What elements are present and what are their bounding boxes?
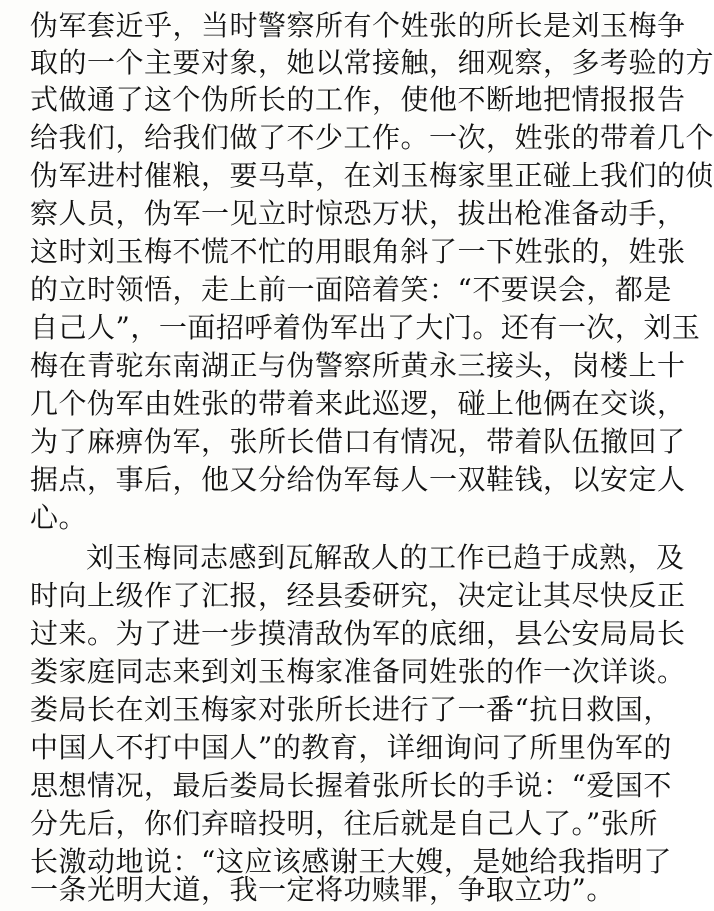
text-line: 几个伪军由姓张的带着来此巡逻，碰上他俩在交谈， <box>30 387 686 420</box>
text-line: 过来。为了进一步摸清敌伪军的底细，县公安局局长 <box>30 617 686 650</box>
text-line: 心。 <box>30 501 88 534</box>
text-line: 察人员，伪军一见立时惊恐万状，拔出枪准备动手， <box>30 197 686 230</box>
text-line: 刘玉梅同志感到瓦解敌人的工作已趋于成熟，及 <box>86 541 685 574</box>
text-line: 一条光明大道，我一定将功赎罪，争取立功”。 <box>30 873 615 906</box>
text-line: 伪军套近乎，当时警察所有个姓张的所长是刘玉梅争 <box>30 9 686 42</box>
text-line: 伪军进村催粮，要马草，在刘玉梅家里正碰上我们的侦 <box>30 159 714 192</box>
text-line: 时向上级作了汇报，经县委研究，决定让其尽快反正 <box>30 579 686 612</box>
text-line: 自己人”，一面招呼着伪军出了大门。还有一次，刘玉 <box>30 311 701 344</box>
text-line: 娄局长在刘玉梅家对张所长进行了一番“抗日救国， <box>30 693 672 726</box>
text-line: 梅在青驼东南湖正与伪警察所黄永三接头，岗楼上十 <box>30 349 686 382</box>
text-line: 娄家庭同志来到刘玉梅家准备同姓张的作一次详谈。 <box>30 655 686 688</box>
text-line: 给我们，给我们做了不少工作。一次，姓张的带着几个 <box>30 121 714 154</box>
text-line: 长激动地说：“这应该感谢王大嫂，是她给我指明了 <box>30 845 672 878</box>
text-line: 式做通了这个伪所长的工作，使他不断地把情报报告 <box>30 83 686 116</box>
text-line: 据点，事后，他又分给伪军每人一双鞋钱，以安定人 <box>30 463 686 496</box>
text-line: 取的一个主要对象，她以常接触，细观察，多考验的方 <box>30 46 714 79</box>
text-line: 的立时领悟，走上前一面陪着笑：“不要误会，都是 <box>30 273 672 306</box>
text-line: 为了麻痹伪军，张所长借口有情况，带着队伍撤回了 <box>30 425 686 458</box>
text-line: 这时刘玉梅不慌不忙的用眼角斜了一下姓张的，姓张 <box>30 235 686 268</box>
text-line: 分先后，你们弃暗投明，往后就是自己人了。”张所 <box>30 807 658 840</box>
text-line: 思想情况，最后娄局长握着张所长的手说：“爱国不 <box>30 769 672 802</box>
text-line: 中国人不打中国人”的教育，详细询问了所里伪军的 <box>30 731 672 764</box>
